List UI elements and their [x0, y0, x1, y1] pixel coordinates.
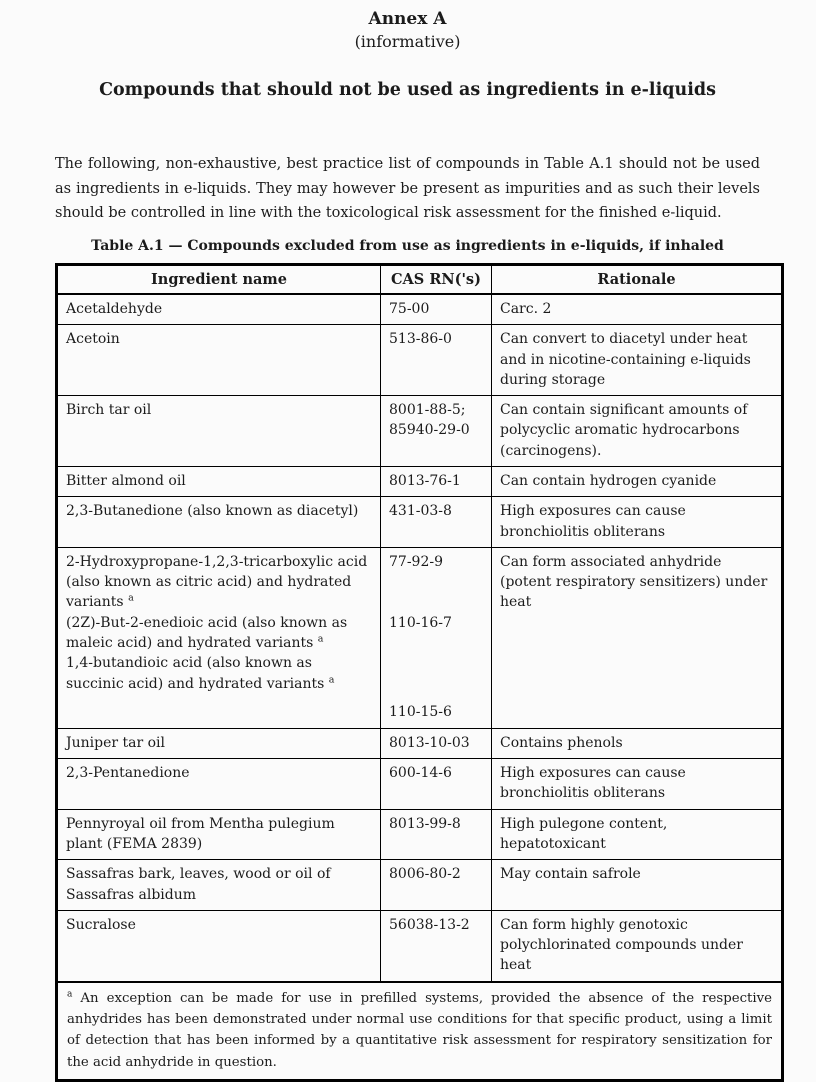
table-row-juniper-tar-oil	[57, 728, 783, 758]
table-header-row	[57, 264, 783, 294]
ingredient-cell	[57, 547, 381, 728]
rationale-cell: Can form highly genotoxic polychlorinated compounds under heat	[492, 910, 783, 981]
table-footnote-row	[57, 982, 783, 1081]
ingredient-text: 1,4-butandioic acid (also known as succinic acid) and hydrated variants	[66, 655, 325, 692]
table-row-acetoin	[57, 325, 783, 396]
ingredient-text: (2Z)-But-2-enedioic acid (also known as maleic acid) and hydrated variants	[66, 614, 348, 652]
ingredient-cell: Acetoin	[57, 325, 381, 396]
cas-cell: 75-00	[381, 294, 492, 325]
annex-subtitle: (informative)	[354, 32, 461, 51]
table-row-sassafras	[57, 860, 783, 911]
cas-cell: 8001-88-5; 85940-29-0	[381, 396, 492, 467]
table-row-sucralose	[57, 910, 783, 981]
ingredient-cell: Birch tar oil	[57, 396, 381, 467]
cas-number: 110-15-6	[389, 704, 452, 721]
col-header-rationale: Rationale	[492, 264, 783, 294]
table-caption: Table A.1 — Compounds excluded from use as ingredients in e-liquids, if inhaled	[91, 237, 724, 254]
rationale-cell: Can contain significant amounts of polycyclic aromatic hydrocarbons (carcinogens).	[492, 396, 783, 467]
cas-cell: 600-14-6	[381, 759, 492, 810]
ingredient-cell: Sucralose	[57, 910, 381, 981]
ingredient-cell: Bitter almond oil	[57, 467, 381, 497]
ingredient-line-maleic-acid	[66, 613, 372, 654]
annex-title: Annex A	[368, 9, 447, 29]
ingredient-cell: 2,3-Butanedione (also known as diacetyl)	[57, 497, 381, 548]
ingredient-line-citric-acid	[66, 552, 372, 613]
ingredient-cell: Sassafras bark, leaves, wood or oil of Sassafras albidum	[57, 860, 381, 911]
table-row-pentanedione	[57, 759, 783, 810]
cas-cell: 56038-13-2	[381, 910, 492, 981]
ingredient-text: 2-Hydroxypropane-1,2,3-tricarboxylic acid (also known as citric acid) and hydrated variants	[66, 553, 368, 611]
rationale-cell: High exposures can cause bronchiolitis obliterans	[492, 497, 783, 548]
cas-number: 110-16-7	[389, 615, 452, 632]
rationale-cell: Contains phenols	[492, 728, 783, 758]
cas-number: 77-92-9	[389, 553, 443, 570]
table-row-bitter-almond-oil	[57, 467, 783, 497]
footnote-cell	[57, 982, 783, 1081]
ingredient-cell: Acetaldehyde	[57, 294, 381, 325]
ingredient-line-succinic-acid	[66, 653, 372, 694]
rationale-cell: Can form associated anhydride (potent respiratory sensitizers) under heat	[492, 547, 783, 728]
table-row-butanedione	[57, 497, 783, 548]
table-row-birch-tar-oil	[57, 396, 783, 467]
ingredient-cell: Pennyroyal oil from Mentha pulegium plant (FEMA 2839)	[57, 809, 381, 860]
table-row-acetaldehyde	[57, 294, 783, 325]
intro-paragraph: The following, non-exhaustive, best practice list of compounds in Table A.1 should not be used as ingredients in e-liquids. They may however be present as impurities and as such their levels should be controlled in line with the toxicological risk assessment for the finished e-liquid.	[55, 156, 760, 222]
rationale-cell: Carc. 2	[492, 294, 783, 325]
footnote-ref-a: a	[128, 592, 134, 604]
table-row-pennyroyal-oil	[57, 809, 783, 860]
footnote-text: An exception can be made for use in prefilled systems, provided the absence of the respective anhydrides has been demonstrated under normal use conditions for that specific product, using a limit of detection that has been informed by a quantitative risk assessment for respiratory sensitization for the acid anhydride in question.	[67, 990, 773, 1070]
footnote-ref-a: a	[328, 674, 335, 686]
cas-cell: 431-03-8	[381, 497, 492, 548]
cas-cell	[381, 547, 492, 728]
compounds-table	[55, 263, 784, 1082]
cas-cell: 8013-10-03	[381, 728, 492, 758]
cas-cell: 8006-80-2	[381, 860, 492, 911]
cas-number-list	[389, 552, 483, 723]
rationale-cell: High exposures can cause bronchiolitis obliterans	[492, 759, 783, 810]
ingredient-cell: 2,3-Pentanedione	[57, 759, 381, 810]
col-header-cas-rn: CAS RN('s)	[381, 264, 492, 294]
col-header-ingredient-name: Ingredient name	[57, 264, 381, 294]
table-row-acids-group	[57, 547, 783, 728]
ingredient-cell: Juniper tar oil	[57, 728, 381, 758]
cas-cell: 513-86-0	[381, 325, 492, 396]
section-heading: Compounds that should not be used as ingredients in e-liquids	[99, 80, 716, 100]
rationale-cell: Can contain hydrogen cyanide	[492, 467, 783, 497]
rationale-cell: Can convert to diacetyl under heat and in nicotine-containing e-liquids during storage	[492, 325, 783, 396]
footnote-ref-a: a	[317, 633, 324, 645]
cas-cell: 8013-99-8	[381, 809, 492, 860]
rationale-cell: May contain safrole	[492, 860, 783, 911]
footnote-marker: a	[67, 989, 73, 1000]
cas-cell: 8013-76-1	[381, 467, 492, 497]
rationale-cell: High pulegone content, hepatotoxicant	[492, 809, 783, 860]
